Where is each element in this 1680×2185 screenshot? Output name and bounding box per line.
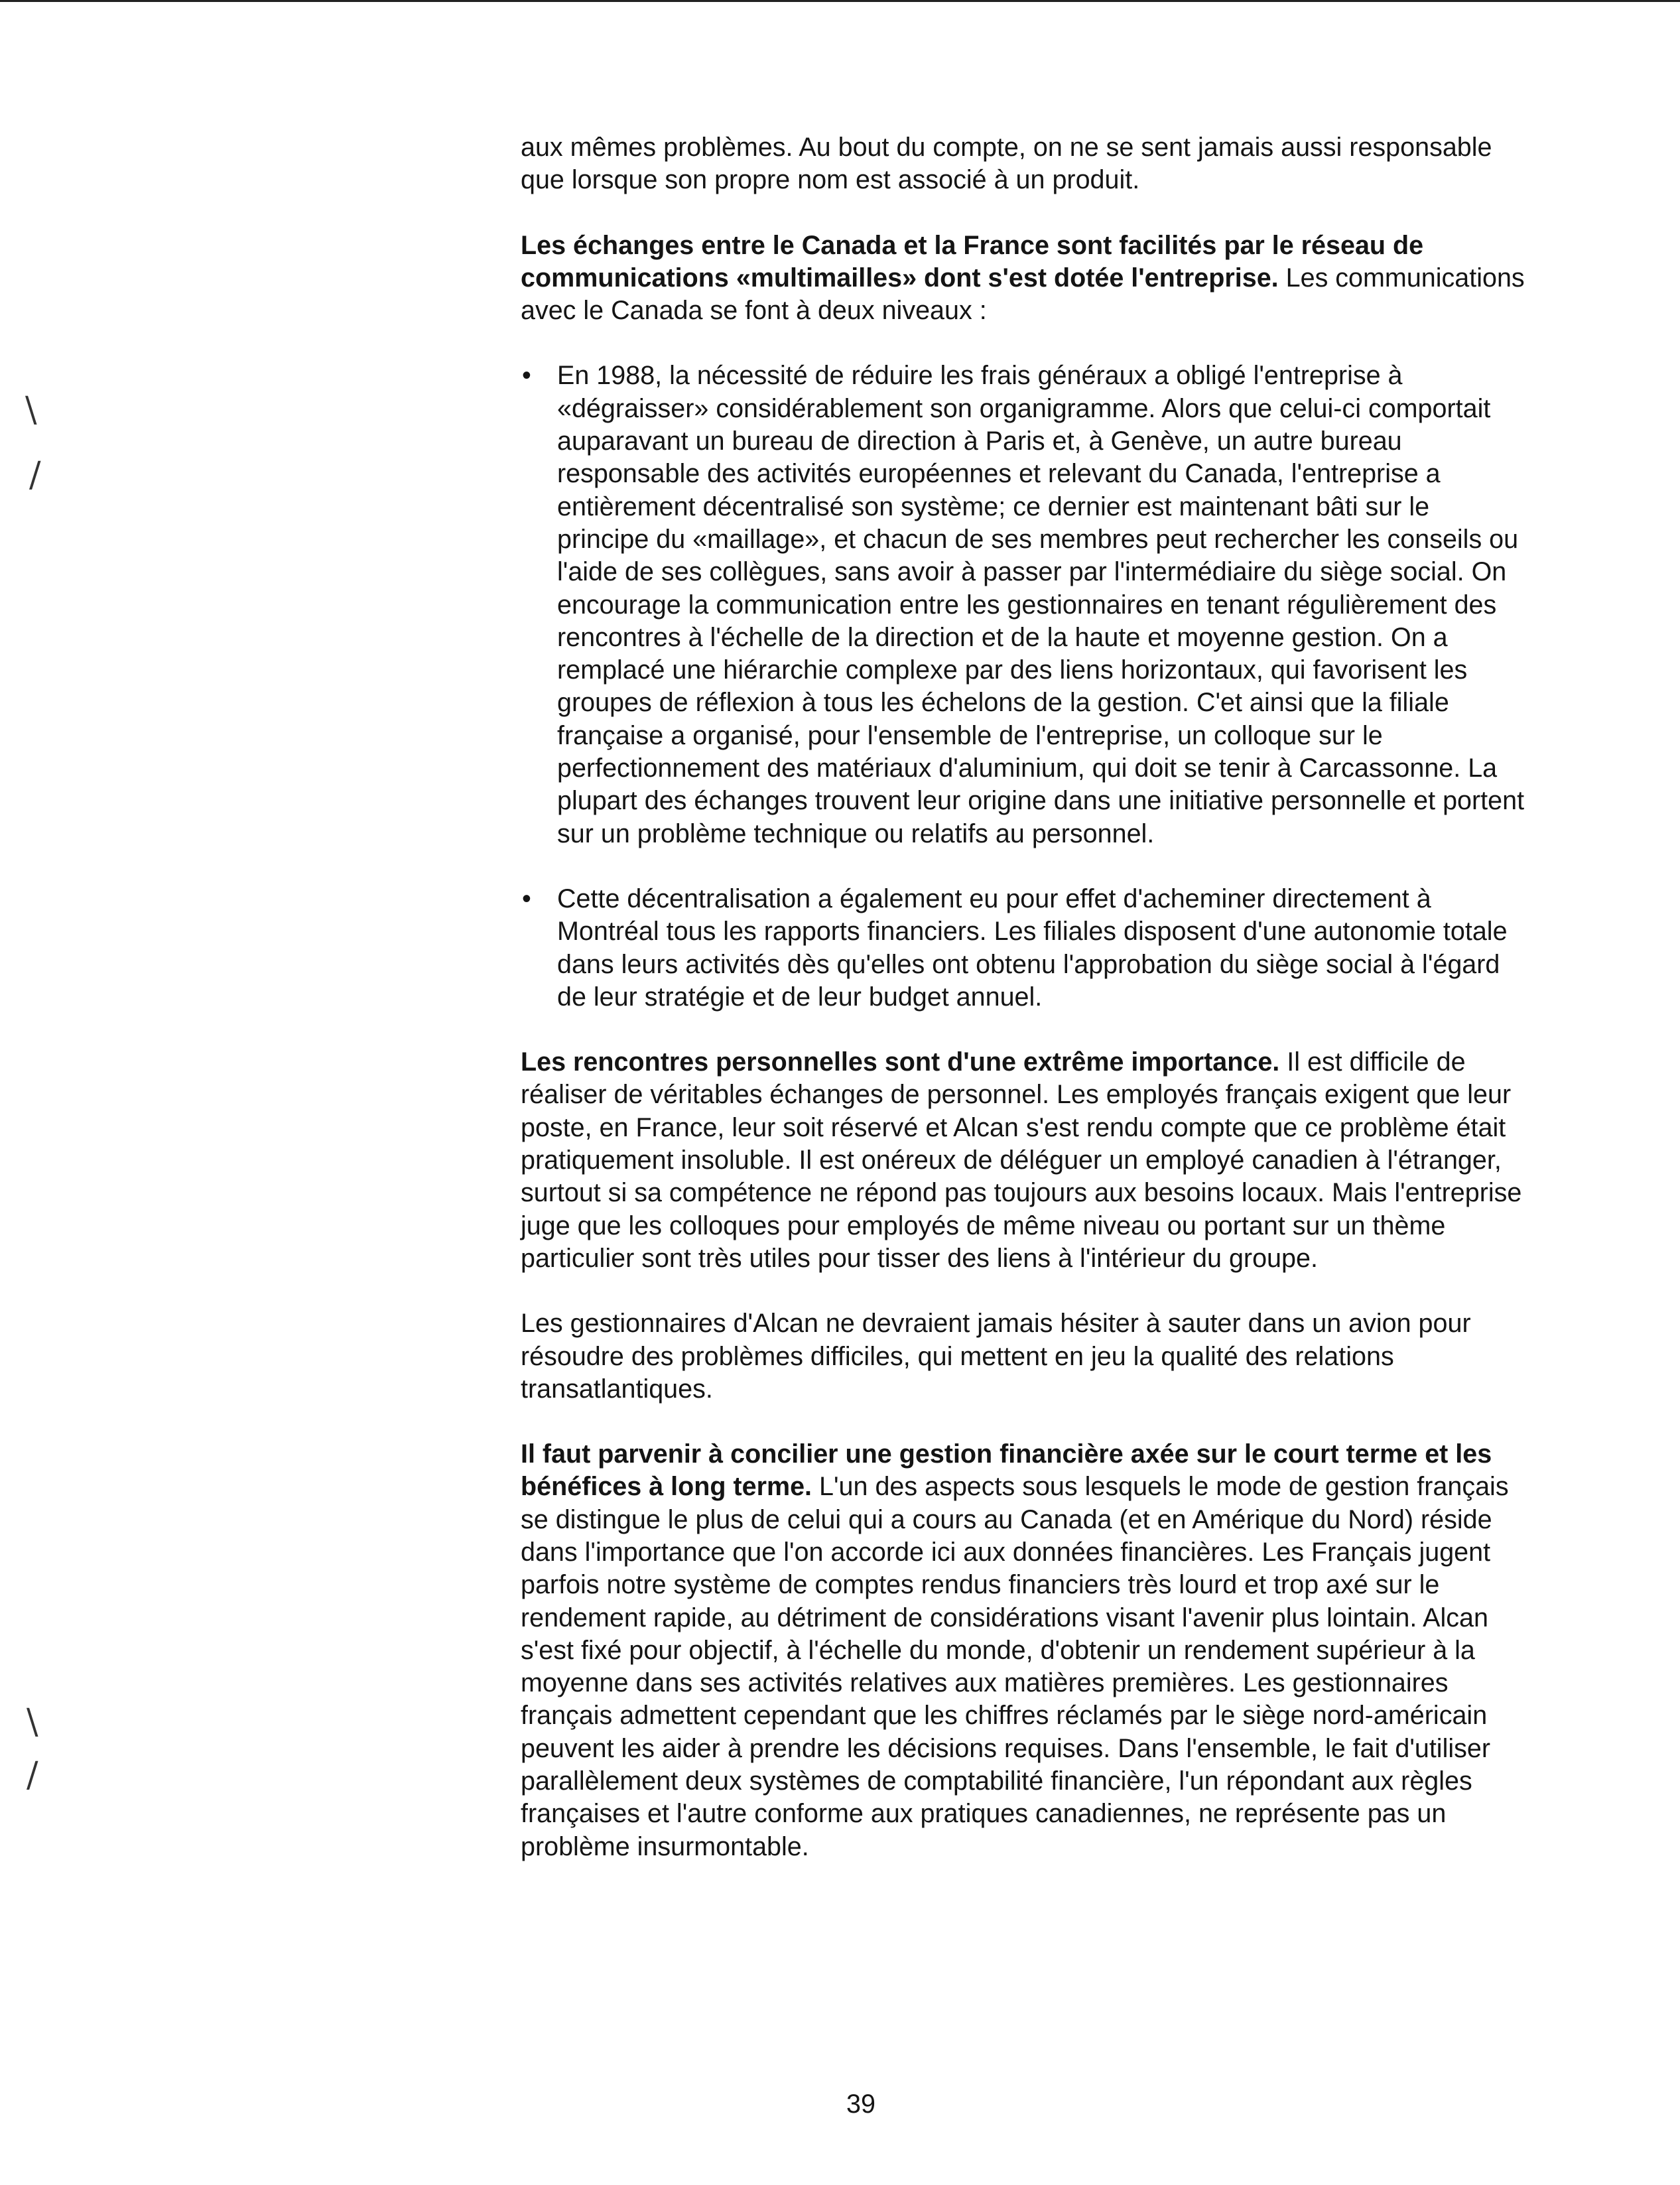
- paragraph-text: Les gestionnaires d'Alcan ne devraient jamais hésiter à sauter dans un avion pour résoudre des problèmes difficiles, qui mettent en jeu la qualité des relations transatlantiques.: [521, 1309, 1471, 1404]
- paragraph-gestionnaires: [521, 1307, 1525, 1406]
- paragraph-heading: Les échanges entre le Canada et la France sont facilités par le réseau de communications «multimailles» dont s'est dotée l'entreprise.: [521, 230, 1424, 293]
- body-text: [521, 131, 1525, 1896]
- bullet-marker: •: [522, 884, 531, 913]
- paragraph-text: Les communications avec le Canada se font à deux niveaux :: [521, 263, 1525, 326]
- list-item: [521, 883, 1525, 1014]
- list-item-text: En 1988, la nécessité de réduire les frais généraux a obligé l'entreprise à «dégraisser» considérablement son organigramme. Alors que celui-ci comportait auparavant un bureau de direction à Paris et, à Genève, un autre bureau responsable des activités européennes et relevant du Canada, l'entreprise a entièrement décentralisé son système; ce dernier est maintenant bâti sur le principe du «maillage», et chacun de ses membres peut rechercher les conseils ou l'aide de ses collègues, sans avoir à passer par l'intermédiaire du siège social. On encourage la communication entre les gestionnaires en tenant régulièrement des rencontres à l'échelle de la direction et de la haute et moyenne gestion. On a remplacé une hiérarchie complexe par des liens horizontaux, qui favorisent les groupes de réflexion à tous les échelons de la gestion. C'et ainsi que la filiale française a organisé, pour l'ensemble de l'entreprise, un colloque sur le perfectionnement des matériaux d'aluminium, qui doit se tenir à Carcassonne. La plupart des échanges trouvent leur origine dans une initiative personnelle et portent sur un problème technique ou relatifs au personnel.: [557, 361, 1525, 848]
- paragraph-communications: [521, 230, 1525, 328]
- page-number: 39: [846, 2089, 875, 2119]
- margin-mark-top-lower: /: [29, 455, 41, 495]
- paragraph-gestion-financiere: [521, 1438, 1525, 1863]
- paragraph-text: Il est difficile de réaliser de véritables échanges de personnel. Les employés français exigent que leur poste, en France, leur soit réservé et Alcan s'est rendu compte que ce problème était pratiquement insoluble. Il est onéreux de déléguer un employé canadien à l'étranger, surtout si sa compétence ne répond pas toujours aux besoins locaux. Mais l'entreprise juge que les colloques pour employés de même niveau ou portant sur un thème particulier sont très utiles pour tisser des liens à l'intérieur du groupe.: [521, 1047, 1522, 1273]
- paragraph-text: aux mêmes problèmes. Au bout du compte, on ne se sent jamais aussi responsable que lorsque son propre nom est associé à un produit.: [521, 133, 1492, 195]
- paragraph-text: L'un des aspects sous lesquels le mode de gestion français se distingue le plus de celui qui a cours au Canada (et en Amérique du Nord) réside dans l'importance que l'on accorde ici aux données financières. Les Français jugent parfois notre système de comptes rendus financiers très lourd et trop axé sur le rendement rapide, au détriment de considérations visant l'avenir plus lointain. Alcan s'est fixé pour objectif, à l'échelle du monde, d'obtenir un rendement supérieur à la moyenne dans ses activités relatives aux matières premières. Les gestionnaires français admettent cependant que les chiffres réclamés par le siège nord-américain peuvent les aider à prendre les décisions requises. Dans l'ensemble, le fait d'utiliser parallèlement deux systèmes de comptabilité financière, l'un répondant aux règles françaises et l'autre conforme aux pratiques canadiennes, ne représente pas un problème insurmontable.: [521, 1472, 1509, 1861]
- top-border-line: [0, 0, 1680, 2]
- list-item-text: Cette décentralisation a également eu pour effet d'acheminer directement à Montréal tous les rapports financiers. Les filiales disposent d'une autonomie totale dans leurs activités dès qu'elles ont obtenu l'approbation du siège social à l'égard de leur stratégie et de leur budget annuel.: [557, 884, 1508, 1012]
- margin-mark-top: \: [25, 390, 37, 430]
- margin-mark-bottom: \: [27, 1702, 38, 1742]
- paragraph-heading: Il faut parvenir à concilier une gestion financière axée sur le court terme et les bénéfices à long terme.: [521, 1439, 1492, 1502]
- bullet-marker: •: [522, 361, 531, 391]
- paragraph-continuation: [521, 131, 1525, 197]
- paragraph-heading: Les rencontres personnelles sont d'une extrême importance.: [521, 1047, 1280, 1077]
- bullet-list: [521, 360, 1525, 1014]
- list-item: [521, 360, 1525, 850]
- paragraph-rencontres: [521, 1046, 1525, 1275]
- margin-mark-bottom-lower: /: [27, 1755, 38, 1795]
